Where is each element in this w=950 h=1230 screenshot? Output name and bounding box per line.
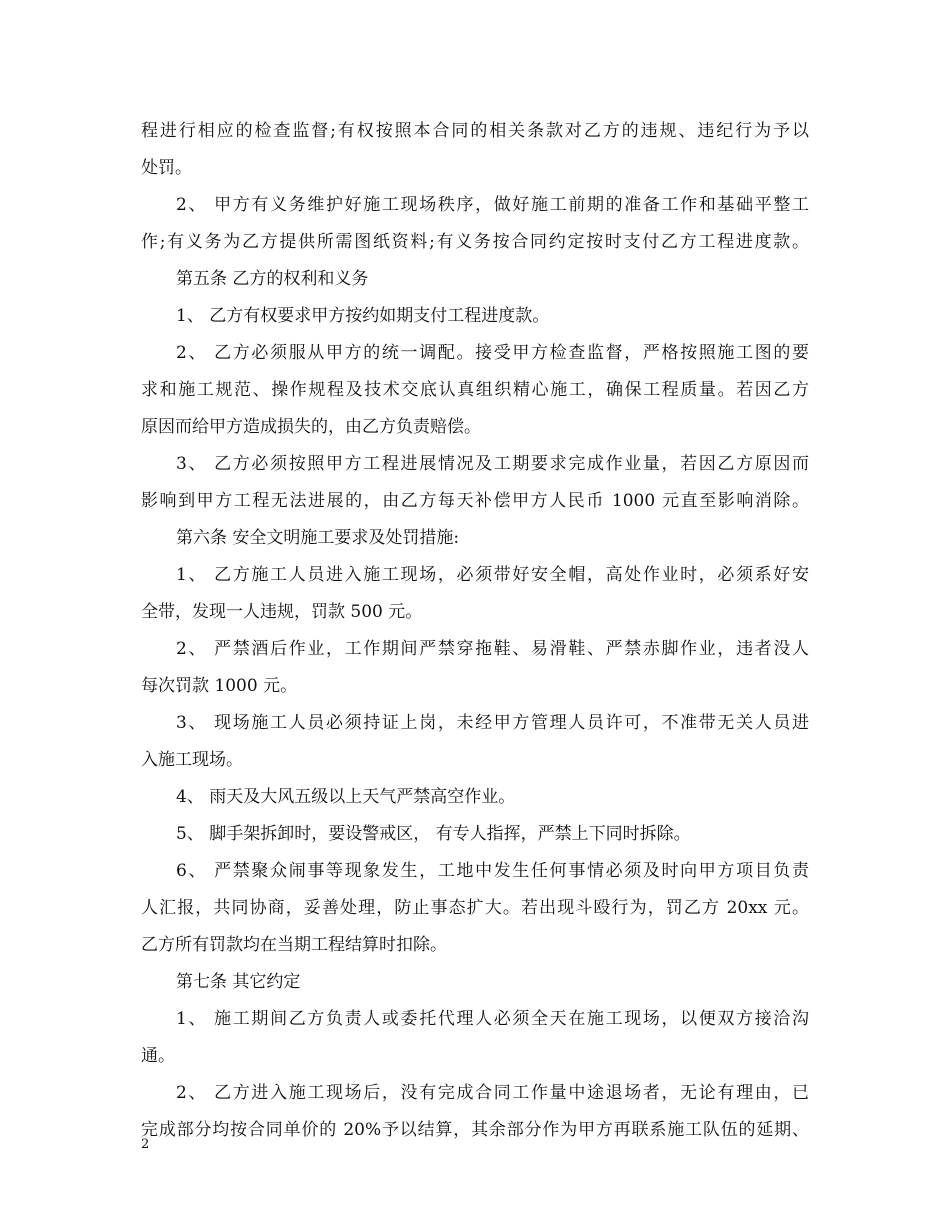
text-line: 作;有义务为乙方提供所需图纸资料;有义务按合同约定按时支付乙方工程进度款。 bbox=[141, 232, 809, 252]
text-line: 完成部分均按合同单价的 20%予以结算，其余部分作为甲方再联系施工队伍的延期、 bbox=[141, 1120, 809, 1140]
text-line: 全带，发现一人违规，罚款 500 元。 bbox=[141, 602, 423, 622]
text-line: 人汇报，共同协商，妥善处理，防止事态扩大。若出现斗殴行为，罚乙方 20xx 元。 bbox=[141, 898, 809, 918]
text-line: 4、 雨天及大风五级以上天气严禁高空作业。 bbox=[176, 787, 516, 807]
text-line: 乙方所有罚款均在当期工程结算时扣除。 bbox=[141, 935, 447, 955]
text-line: 第五条 乙方的权利和义务 bbox=[176, 269, 369, 289]
text-line: 6、 严禁聚众闹事等现象发生，工地中发生任何事情必须及时向甲方项目负责 bbox=[176, 861, 809, 881]
text-line: 1、 乙方有权要求甲方按约如期支付工程进度款。 bbox=[176, 306, 550, 326]
text-line: 第六条 安全文明施工要求及处罚措施: bbox=[176, 528, 460, 548]
text-line: 2、 甲方有义务维护好施工现场秩序，做好施工前期的准备工作和基础平整工 bbox=[176, 195, 809, 215]
document-body bbox=[141, 113, 809, 1149]
text-line: 求和施工规范、操作规程及技术交底认真组织精心施工，确保工程质量。若因乙方 bbox=[141, 380, 809, 400]
text-line: 原因而给甲方造成损失的，由乙方负责赔偿。 bbox=[141, 417, 481, 437]
text-line: 通。 bbox=[141, 1046, 175, 1066]
text-line: 1、 乙方施工人员进入施工现场，必须带好安全帽，高处作业时，必须系好安 bbox=[176, 565, 809, 585]
text-line: 每次罚款 1000 元。 bbox=[141, 676, 298, 696]
text-line: 程进行相应的检查监督;有权按照本合同的相关条款对乙方的违规、违纪行为予以 bbox=[141, 121, 809, 141]
text-line: 入施工现场。 bbox=[141, 750, 243, 770]
text-line: 2、 乙方必须服从甲方的统一调配。接受甲方检查监督，严格按照施工图的要 bbox=[176, 343, 809, 363]
page-number: 2 bbox=[141, 1137, 150, 1152]
text-line: 3、 乙方必须按照甲方工程进展情况及工期要求完成作业量，若因乙方原因而 bbox=[176, 454, 809, 474]
text-line: 2、 乙方进入施工现场后，没有完成合同工作量中途退场者，无论有理由，已 bbox=[176, 1083, 809, 1103]
text-line: 2、 严禁酒后作业，工作期间严禁穿拖鞋、易滑鞋、严禁赤脚作业，违者没人 bbox=[176, 639, 809, 659]
text-line: 3、 现场施工人员必须持证上岗，未经甲方管理人员许可，不准带无关人员进 bbox=[176, 713, 809, 733]
text-line: 影响到甲方工程无法进展的，由乙方每天补偿甲方人民币 1000 元直至影响消除。 bbox=[141, 491, 809, 511]
text-line: 处罚。 bbox=[141, 158, 192, 178]
text-line: 5、 脚手架拆卸时，要设警戒区， 有专人指挥，严禁上下同时拆除。 bbox=[176, 824, 691, 844]
text-line: 第七条 其它约定 bbox=[176, 972, 301, 992]
text-line: 1、 施工期间乙方负责人或委托代理人必须全天在施工现场，以便双方接洽沟 bbox=[176, 1009, 809, 1029]
